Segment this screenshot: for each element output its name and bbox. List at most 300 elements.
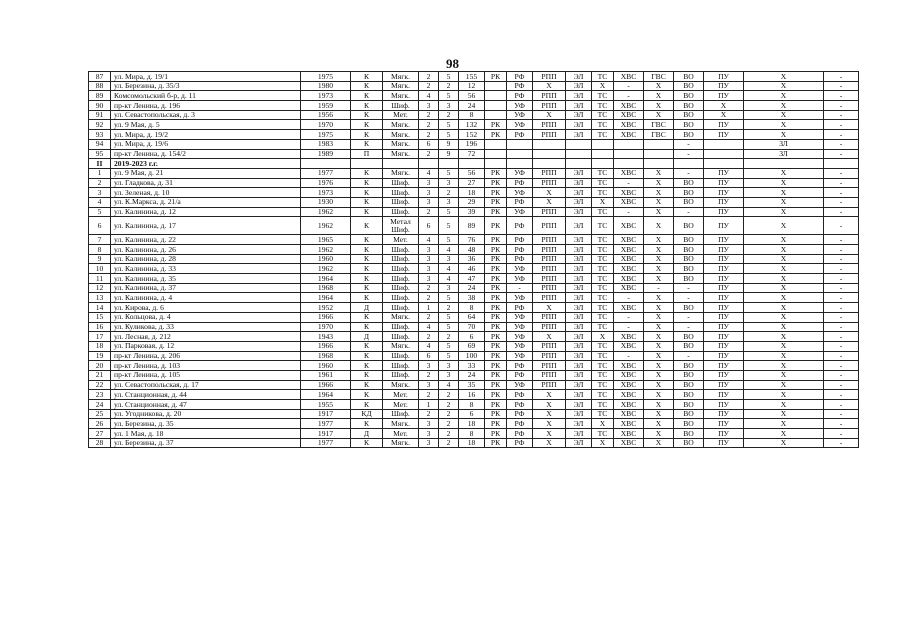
cell-text: ул. Калинина, д. 35: [114, 273, 176, 283]
table-row: [89, 217, 859, 235]
table-cell: [485, 322, 507, 332]
table-cell: [301, 283, 351, 293]
table-cell: [459, 303, 485, 313]
cell-text: РПП: [541, 178, 557, 188]
cell-text: К: [363, 399, 370, 409]
table-cell: [644, 429, 674, 439]
table-cell: [351, 264, 383, 274]
cell-text: ХВС: [620, 380, 637, 390]
table-cell: [744, 81, 824, 91]
table-cell: [383, 149, 419, 159]
cell-text: ЭЛ: [573, 438, 584, 448]
table-cell: [704, 139, 744, 149]
cell-text: ВО: [683, 100, 694, 110]
cell-text: ХВС: [620, 331, 637, 341]
address-cell: [111, 351, 301, 361]
table-cell: [383, 207, 419, 217]
cell-text: -: [839, 292, 843, 302]
address-cell: [111, 235, 301, 245]
cell-text: РФ: [514, 90, 525, 100]
cell-text: 93: [95, 129, 104, 139]
cell-text: РПП: [541, 312, 557, 322]
table-cell: [507, 168, 533, 178]
table-cell: [301, 312, 351, 322]
cell-text: 9: [446, 149, 451, 159]
cell-text: 1973: [317, 187, 334, 197]
cell-text: 3: [426, 263, 431, 273]
table-cell: [485, 283, 507, 293]
table-cell: [566, 110, 592, 120]
cell-text: ЭЛ: [573, 292, 584, 302]
table-cell: [459, 274, 485, 284]
cell-text: УФ: [514, 341, 525, 351]
table-cell: [614, 101, 644, 111]
table-cell: [301, 380, 351, 390]
table-cell: [533, 361, 566, 371]
cell-text: 1966: [317, 380, 334, 390]
cell-text: ЭЛ: [573, 221, 584, 231]
table-cell: [439, 149, 459, 159]
cell-text: Х: [599, 331, 606, 341]
table-cell: [439, 303, 459, 313]
cell-text: Мягк.: [391, 438, 410, 448]
cell-text: Шиф.: [391, 283, 410, 293]
cell-text: 5: [446, 234, 451, 244]
cell-text: РФ: [514, 302, 525, 312]
cell-text: 35: [467, 380, 476, 390]
table-cell: [485, 110, 507, 120]
cell-text: -: [839, 438, 843, 448]
cell-text: Д: [363, 428, 370, 438]
cell-text: -: [839, 283, 843, 293]
table-cell: [744, 110, 824, 120]
table-cell: [704, 149, 744, 159]
cell-text: 1955: [317, 399, 334, 409]
cell-text: К: [363, 380, 370, 390]
table-cell: [351, 217, 383, 235]
table-cell: [704, 101, 744, 111]
row-number-cell: [89, 197, 111, 207]
table-cell: [383, 429, 419, 439]
address-cell: [111, 101, 301, 111]
cell-text: ПУ: [718, 409, 729, 419]
cell-text: РФ: [514, 438, 525, 448]
table-cell: [383, 283, 419, 293]
cell-text: 24: [467, 370, 476, 380]
row-number-cell: [89, 264, 111, 274]
table-cell: [674, 361, 704, 371]
table-cell: [507, 283, 533, 293]
cell-text: РФ: [514, 389, 525, 399]
table-cell: [301, 303, 351, 313]
table-cell: [704, 217, 744, 235]
cell-text: Х: [780, 71, 787, 81]
cell-text: Х: [780, 409, 787, 419]
cell-text: 72: [467, 149, 476, 159]
cell-text: Х: [655, 221, 662, 231]
table-row: [89, 351, 859, 361]
address-cell: [111, 400, 301, 410]
table-cell: [485, 341, 507, 351]
cell-text: Х: [655, 187, 662, 197]
table-row: [89, 341, 859, 351]
table-cell: [351, 322, 383, 332]
cell-text: 1966: [317, 312, 334, 322]
table-cell: [704, 303, 744, 313]
table-cell: [644, 159, 674, 169]
row-number-cell: [89, 159, 111, 169]
table-cell: [704, 274, 744, 284]
cell-text: ЭЛ: [573, 302, 584, 312]
table-cell: [533, 81, 566, 91]
cell-text: ХВС: [620, 263, 637, 273]
table-cell: [485, 245, 507, 255]
table-cell: [419, 264, 439, 274]
table-cell: [592, 235, 614, 245]
cell-text: РК: [490, 283, 501, 293]
cell-text: ул. К.Маркса, д. 21/а: [114, 197, 181, 207]
table-cell: [744, 91, 824, 101]
table-cell: [566, 370, 592, 380]
table-cell: [592, 438, 614, 448]
cell-text: Х: [655, 438, 662, 448]
table-cell: [744, 438, 824, 448]
cell-text: Х: [546, 438, 552, 448]
cell-text: К: [363, 351, 370, 361]
table-cell: [351, 188, 383, 198]
address-cell: [111, 341, 301, 351]
cell-text: ул. Калинина, д. 26: [114, 244, 176, 254]
row-number-cell: [89, 120, 111, 130]
cell-text: 1956: [317, 110, 334, 120]
table-cell: [485, 130, 507, 140]
address-cell: [111, 72, 301, 82]
table-cell: [824, 188, 859, 198]
row-number-cell: [89, 245, 111, 255]
table-cell: [507, 197, 533, 207]
table-cell: [704, 332, 744, 342]
table-row: [89, 312, 859, 322]
address-cell: [111, 409, 301, 419]
table-cell: [301, 429, 351, 439]
table-cell: [419, 419, 439, 429]
cell-text: -: [657, 283, 660, 293]
table-cell: [507, 159, 533, 169]
table-cell: [592, 351, 614, 361]
address-cell: [111, 380, 301, 390]
cell-text: ул. Калинина, д. 37: [114, 283, 176, 293]
table-cell: [614, 303, 644, 313]
cell-text: 4: [446, 244, 451, 254]
cell-text: 15: [95, 312, 104, 322]
cell-text: РПП: [541, 380, 557, 390]
table-row: [89, 245, 859, 255]
cell-text: УФ: [514, 110, 525, 120]
table-cell: [383, 101, 419, 111]
table-cell: [533, 197, 566, 207]
table-cell: [419, 341, 439, 351]
table-cell: [644, 312, 674, 322]
row-number-cell: [89, 438, 111, 448]
table-cell: [459, 361, 485, 371]
table-cell: [485, 351, 507, 361]
table-cell: [704, 264, 744, 274]
table-cell: [674, 101, 704, 111]
table-cell: [301, 341, 351, 351]
cell-text: РПП: [541, 263, 557, 273]
cell-text: -: [627, 207, 630, 217]
table-cell: [459, 159, 485, 169]
cell-text: Мягк.: [391, 418, 410, 428]
table-cell: [439, 341, 459, 351]
table-cell: [459, 72, 485, 82]
cell-text: УФ: [514, 263, 525, 273]
table-cell: [614, 254, 644, 264]
cell-text: ПУ: [718, 331, 729, 341]
table-cell: [824, 245, 859, 255]
table-cell: [419, 130, 439, 140]
table-cell: [485, 235, 507, 245]
cell-text: ХВС: [620, 100, 637, 110]
cell-text: 18: [467, 438, 476, 448]
cell-text: -: [839, 168, 843, 178]
table-cell: [351, 245, 383, 255]
cell-text: Шиф.: [391, 370, 410, 380]
table-cell: [383, 390, 419, 400]
table-cell: [566, 312, 592, 322]
table-cell: [419, 235, 439, 245]
table-cell: [566, 380, 592, 390]
cell-text: ВО: [683, 263, 694, 273]
cell-text: Мягк.: [391, 81, 410, 91]
table-cell: [459, 322, 485, 332]
cell-text: ВО: [683, 331, 694, 341]
table-cell: [744, 207, 824, 217]
cell-text: Х: [780, 292, 787, 302]
table-cell: [301, 419, 351, 429]
cell-text: ул. Куликова, д. 33: [114, 322, 174, 332]
cell-text: Х: [655, 273, 662, 283]
cell-text: 25: [95, 409, 104, 419]
row-number-cell: [89, 235, 111, 245]
table-cell: [419, 351, 439, 361]
table-cell: [439, 207, 459, 217]
cell-text: -: [839, 234, 843, 244]
table-cell: [566, 429, 592, 439]
row-number-cell: [89, 293, 111, 303]
cell-text: 2: [426, 389, 431, 399]
cell-text: 24: [467, 283, 476, 293]
table-cell: [533, 370, 566, 380]
table-cell: [351, 254, 383, 264]
table-cell: [744, 341, 824, 351]
cell-text: 1: [426, 399, 431, 409]
table-cell: [566, 400, 592, 410]
table-cell: [704, 245, 744, 255]
table-cell: [744, 264, 824, 274]
cell-text: Х: [780, 380, 787, 390]
cell-text: 4: [97, 197, 102, 207]
cell-text: 4: [426, 90, 431, 100]
cell-text: -: [839, 418, 843, 428]
cell-text: ПУ: [718, 207, 729, 217]
table-cell: [674, 283, 704, 293]
cell-text: РК: [490, 399, 501, 409]
cell-text: -: [839, 254, 843, 264]
cell-text: 1966: [317, 341, 334, 351]
table-cell: [301, 245, 351, 255]
row-number-cell: [89, 101, 111, 111]
row-number-cell: [89, 274, 111, 284]
cell-text: ул. Кирова, д. 6: [114, 302, 164, 312]
table-cell: [439, 293, 459, 303]
cell-text: Д: [363, 331, 370, 341]
cell-text: 90: [95, 100, 104, 110]
table-cell: [614, 429, 644, 439]
table-cell: [674, 303, 704, 313]
cell-text: -: [839, 370, 843, 380]
cell-text: 3: [426, 273, 431, 283]
table-cell: [592, 168, 614, 178]
cell-text: РПП: [541, 71, 557, 81]
table-cell: [644, 409, 674, 419]
table-cell: [744, 101, 824, 111]
table-cell: [704, 438, 744, 448]
table-row: [89, 149, 859, 159]
row-number-cell: [89, 351, 111, 361]
table-cell: [459, 168, 485, 178]
table-row: [89, 110, 859, 120]
table-cell: [439, 254, 459, 264]
cell-text: Х: [655, 331, 662, 341]
cell-text: К: [363, 292, 370, 302]
cell-text: ЭЛ: [573, 312, 584, 322]
table-cell: [507, 254, 533, 264]
table-cell: [644, 72, 674, 82]
table-row: [89, 120, 859, 130]
table-cell: [351, 312, 383, 322]
table-cell: [566, 197, 592, 207]
table-cell: [301, 332, 351, 342]
cell-text: ПУ: [718, 178, 729, 188]
table-cell: [614, 178, 644, 188]
cell-text: Х: [655, 254, 662, 264]
cell-text: РПП: [541, 221, 557, 231]
cell-text: ВО: [683, 90, 694, 100]
table-cell: [674, 81, 704, 91]
address-cell: [111, 322, 301, 332]
cell-text: ХВС: [620, 438, 637, 448]
table-cell: [566, 351, 592, 361]
cell-text: 2: [446, 409, 451, 419]
address-cell: [111, 188, 301, 198]
cell-text: -: [839, 100, 843, 110]
cell-text: РК: [490, 370, 501, 380]
cell-text: 1975: [317, 71, 334, 81]
cell-text: ПУ: [718, 351, 729, 361]
table-cell: [439, 120, 459, 130]
cell-text: пр-кт Ленина, д. 206: [114, 351, 181, 361]
cell-text: Х: [780, 263, 787, 273]
cell-text: 1943: [317, 331, 334, 341]
table-cell: [507, 188, 533, 198]
cell-text: Шиф.: [391, 207, 410, 217]
table-cell: [533, 400, 566, 410]
cell-text: РФ: [514, 360, 525, 370]
table-cell: [614, 400, 644, 410]
cell-text: Х: [780, 110, 787, 120]
table-cell: [614, 130, 644, 140]
cell-text: РПП: [541, 292, 557, 302]
cell-text: 3: [426, 360, 431, 370]
cell-text: ПУ: [718, 81, 729, 91]
cell-text: 3: [446, 360, 451, 370]
cell-text: ул. Калинина, д. 28: [114, 254, 176, 264]
row-number-cell: [89, 110, 111, 120]
table-cell: [744, 139, 824, 149]
table-cell: [592, 188, 614, 198]
cell-text: Метал Шиф.: [390, 216, 411, 234]
table-cell: [744, 178, 824, 188]
cell-text: 2: [446, 428, 451, 438]
cell-text: ХВС: [620, 283, 637, 293]
cell-text: 2: [426, 119, 431, 129]
table-cell: [351, 351, 383, 361]
table-cell: [704, 380, 744, 390]
cell-text: ЭЛ: [573, 331, 584, 341]
table-cell: [592, 91, 614, 101]
cell-text: Шиф.: [391, 273, 410, 283]
cell-text: ХВС: [620, 221, 637, 231]
table-cell: [644, 197, 674, 207]
table-cell: [533, 429, 566, 439]
cell-text: пр-кт Ленина, д. 103: [114, 360, 181, 370]
cell-text: 22: [95, 380, 104, 390]
table-cell: [351, 332, 383, 342]
cell-text: ПУ: [718, 254, 729, 264]
cell-text: ГВС: [651, 119, 666, 129]
table-cell: [592, 110, 614, 120]
table-cell: [439, 188, 459, 198]
cell-text: ТС: [597, 428, 608, 438]
cell-text: ул. Калинина, д. 12: [114, 207, 176, 217]
cell-text: -: [839, 207, 843, 217]
table-cell: [419, 149, 439, 159]
table-cell: [533, 380, 566, 390]
cell-text: ул. 9 Мая, д. 5: [114, 119, 160, 129]
table-cell: [614, 188, 644, 198]
cell-text: -: [839, 409, 843, 419]
cell-text: РПП: [541, 254, 557, 264]
row-number-cell: [89, 188, 111, 198]
cell-text: РФ: [514, 71, 525, 81]
table-cell: [459, 120, 485, 130]
table-cell: [419, 168, 439, 178]
table-row: [89, 101, 859, 111]
cell-text: -: [839, 110, 843, 120]
table-cell: [704, 429, 744, 439]
cell-text: УФ: [514, 207, 525, 217]
table-cell: [704, 235, 744, 245]
cell-text: РПП: [541, 360, 557, 370]
cell-text: К: [363, 370, 370, 380]
cell-text: ТС: [597, 273, 608, 283]
table-cell: [674, 264, 704, 274]
cell-text: ПУ: [718, 273, 729, 283]
cell-text: ЭЛ: [573, 428, 584, 438]
cell-text: 3: [446, 283, 451, 293]
table-cell: [485, 197, 507, 207]
